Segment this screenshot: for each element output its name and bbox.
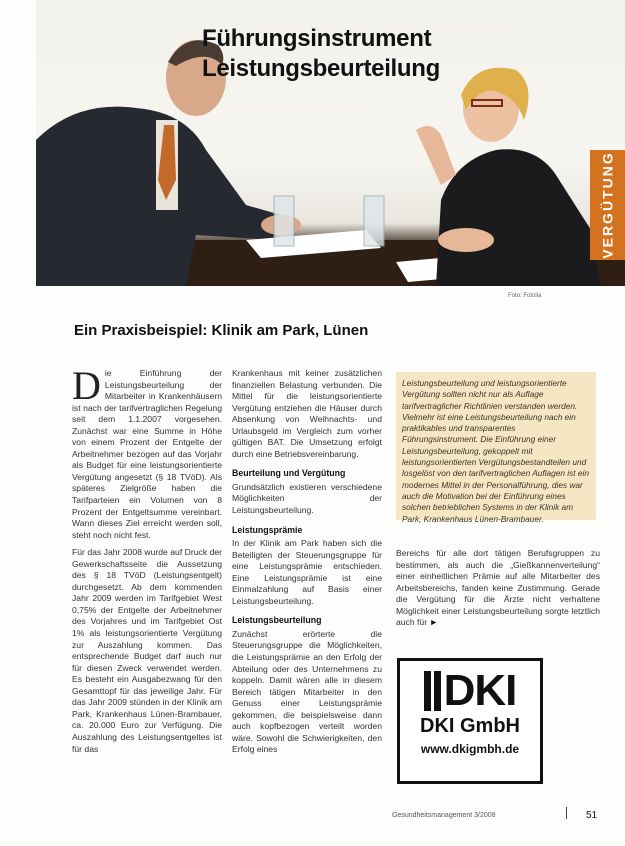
ad-website-link[interactable]: www.dkigmbh.de [420,742,520,756]
subheading: Beurteilung und Vergütung [232,468,346,479]
text-column-3 [396,548,600,635]
paragraph-text: ie Einführung der Leistungsbeurteilung der Mitarbeiter in Krankenhäusern ist nach der tarifvertraglichen Regelung seit dem 1.1.2007 vorgesehen. Zunächst war eine Summe in Höhe von einem Prozent der Entgelte der Arbeitnehmer bezogen auf das Vorjahr als Budget für eine leistungsorientierte Vergütung angesetzt (§ 18 TVöD). Als späteres Zielgröße haben die Tarifparteien ein Volumen von 8 Prozent der Entgeltsumme vereinbart. Wann dieses Ziel erreicht werden soll, steht noch nicht fest. [72,368,222,540]
title-line-2: Leistungsbeurteilung [202,55,441,82]
paragraph: Für das Jahr 2008 wurde auf Druck der Gewerkschaftsseite die Aussetzung des § 18 TVöD (Leistungsentgelt) durchgesetzt. Ab dem kommenden Jahr 2009 werden im Tarifgebiet West 0,75% der Entgelte der Arbeitnehmer des Vorjahres und im Tarifgebiet Ost 1% als leistungsorientierte Vergütung zur Auszahlung kommen. Das entsprechende Budget darf auch nur für diesen Zweck verwendet werden. Es besteht ein Ausgabezwang für den Gesamttopf für das jeweilige Jahr. Für das Jahr 2009 stünden in der Klinik am Park, Krankenhaus Lünen-Brambauer, ca. 20.000 Euro zur Verfügung. Die Auszahlung des Leistungsentgeltes ist für das [72,547,222,754]
text-column-1 [72,363,222,761]
pull-quote-text: Leistungsbeurteilung und leistungsorientierte Vergütung sollten nicht nur als Auflage tarifvertraglicher Richtlinien verstanden werden. Vielmehr ist eine Leistungsbeurteilung nach ein praktikables und transparentes Führungsinstrument. Die Einführung einer Leistungsbeurteilung, gekoppelt mit leistungsorientierten Vergütungsbestandteilen und losgelöst von den tarifvertraglichen Auflagen ist ein modernes Mittel in der Personalführung, dies war auch die Motivation bei der Einführung eines solchen betrieblichen Systems in der Klinik am Park, Krankenhaus Lünen-Brambauer. [402,378,589,524]
dki-logo-bars-icon [424,671,441,711]
paragraph-text: Bereichs für alle dort tätigen Berufsgruppen zu bestimmen, als auch die „Gießkannenverteilung“ einer einheitlichen Prämie auf alle Mitarbeiter des Arbeitsbereichs, fanden keine Zustimmung. Gerade die Vergütung für die Ärzte nicht verhaltene Möglichkeit einer Leistungsbeurteilung sorgte letztlich auch für [396,548,600,628]
paragraph: Zunächst erörterte die Steuerungsgruppe die Möglichkeiten, die Leistungsprämie an den Erfolg der Abteilung oder des Unternehmens zu koppeln. Damit wären alle in diesem Bereich tätigen Mitarbeiter in den Genuss einer Leistungsprämie gekommen, die beispielsweise dann auch kopfbezogen verteilt worden wäre. Sowohl die Schwierigkeiten, den Erfolg eines [232,628,382,755]
dki-logo [424,666,517,715]
section-tab-verguetung [590,150,625,260]
paragraph: Krankenhaus mit keiner zusätzlichen finanziellen Belastung verbunden. Die Mittel für die leistungsorientierte Vergütung entziehen die Häuser durch Absenkung von Weihnachts- und Urlaubsgeld im Vergleich zum vorher gültigen BAT. Die Umsetzung erfolgt durch eine Betriebsvereinbarung. [232,368,382,459]
photo-credit: Foto: Fotolia [508,293,542,299]
dki-advertisement[interactable] [397,658,543,784]
article-title [202,24,440,84]
paragraph [396,548,600,629]
title-line-1: Führungsinstrument [202,25,432,52]
subheading: Leistungsbeurteilung [232,615,322,626]
section-heading: Ein Praxisbeispiel: Klinik am Park, Lünen [74,322,369,339]
dki-logo-mark: DKI [443,666,517,715]
ad-company-name: DKI GmbH [420,715,520,737]
drop-cap: D [72,363,101,408]
section-tab-label: VERGÜTUNG [599,151,616,259]
pull-quote-box [396,372,596,524]
continue-arrow-icon: ► [429,617,438,628]
footer-divider [566,807,567,819]
page-number: 51 [586,810,598,821]
subheading: Leistungsprämie [232,524,303,535]
paragraph [72,363,222,541]
paragraph: In der Klinik am Park haben sich die Beteiligten der Steuerungsgruppe für eine Leistungsprämie entschieden. Eine Leistungsprämie ist eine Einmalzahlung auf Basis einer Leistungsbeurteilung. [232,538,382,606]
paragraph: Grundsätzlich existieren verschiedene Möglichkeiten der Leistungsbeurteilung. [232,481,382,516]
journal-footer: Gesundheitsmanagement 3/2008 [392,812,496,819]
text-column-2 [232,368,382,762]
